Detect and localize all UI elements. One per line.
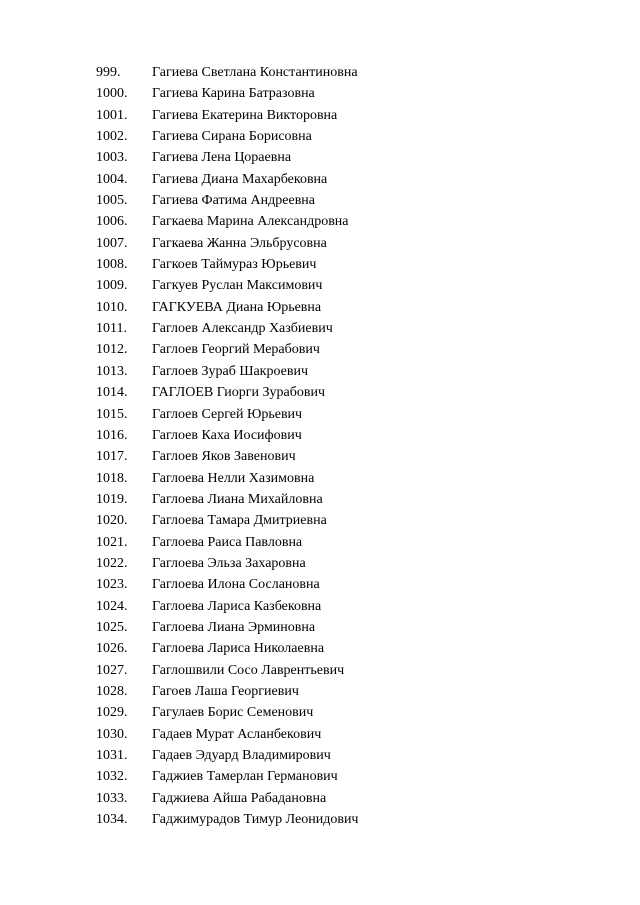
entry-number: 1021. <box>96 534 128 550</box>
entry-number: 1023. <box>96 577 128 593</box>
list-item <box>96 617 358 638</box>
entry-full-name: Гаглоева Тамара Дмитриевна <box>152 513 327 529</box>
entry-number: 1013. <box>96 363 128 379</box>
list-item <box>96 574 358 595</box>
entry-full-name: Гаглоева Лариса Казбековна <box>152 598 322 614</box>
entry-full-name: Гагкоев Таймураз Юрьевич <box>152 257 317 273</box>
entry-full-name: Гаглоев Зураб Шакроевич <box>152 363 308 379</box>
entry-full-name: Гаджиева Айша Рабадановна <box>152 790 327 806</box>
list-item <box>96 766 358 787</box>
entry-full-name: Гагкаева Жанна Эльбрусовна <box>152 235 327 251</box>
list-item <box>96 361 358 382</box>
entry-number: 1011. <box>96 321 127 337</box>
entry-number: 1028. <box>96 683 128 699</box>
entry-full-name: Гаглоева Эльза Захаровна <box>152 555 306 571</box>
entry-full-name: Гагиева Лена Цораевна <box>152 150 292 166</box>
entry-number: 1006. <box>96 214 128 230</box>
entry-full-name: Гагиева Карина Батразовна <box>152 86 315 102</box>
entry-number: 1008. <box>96 257 128 273</box>
entry-number: 1026. <box>96 641 128 657</box>
entry-full-name: Гаджиев Тамерлан Германович <box>152 769 338 785</box>
entry-full-name: ГАГКУЕВА Диана Юрьевна <box>152 299 322 315</box>
entry-number: 1014. <box>96 385 128 401</box>
entry-full-name: Гагкуев Руслан Максимович <box>152 278 323 294</box>
list-item <box>96 105 358 126</box>
list-item <box>96 681 358 702</box>
list-item <box>96 297 358 318</box>
list-item <box>96 724 358 745</box>
entry-number: 1002. <box>96 129 128 145</box>
entry-full-name: Гаглоева Раиса Павловна <box>152 534 303 550</box>
entry-number: 1009. <box>96 278 128 294</box>
entry-number: 1025. <box>96 619 128 635</box>
entry-number: 1033. <box>96 790 128 806</box>
entry-number: 1004. <box>96 171 128 187</box>
entry-full-name: Гаглоева Лиана Михайловна <box>152 491 323 507</box>
entry-number: 1032. <box>96 769 128 785</box>
entry-full-name: Гагиева Светлана Константиновна <box>152 65 358 80</box>
entry-number: 1007. <box>96 235 128 251</box>
entry-number: 999. <box>96 65 121 80</box>
list-item <box>96 425 358 446</box>
entry-number: 1012. <box>96 342 128 358</box>
entry-full-name: Гаглоева Лиана Эрминовна <box>152 619 316 635</box>
entry-full-name: Гаглоев Каха Иосифович <box>152 427 302 443</box>
entry-full-name: Гадаев Эдуард Владимирович <box>152 748 331 763</box>
entry-number: 1005. <box>96 193 128 209</box>
list-item <box>96 788 358 809</box>
name-list <box>96 62 358 830</box>
entry-number: 1029. <box>96 705 128 721</box>
list-item <box>96 339 358 360</box>
list-item <box>96 446 358 467</box>
entry-number: 1003. <box>96 150 128 166</box>
list-item <box>96 169 358 190</box>
entry-number: 1000. <box>96 86 128 102</box>
list-item <box>96 660 358 681</box>
entry-number: 1030. <box>96 726 128 742</box>
entry-full-name: Гаглоева Лариса Николаевна <box>152 641 325 657</box>
entry-full-name: Гаглоев Александр Хазбиевич <box>152 321 333 337</box>
list-item <box>96 638 358 659</box>
entry-full-name: Гагиева Диана Махарбековна <box>152 171 328 187</box>
entry-full-name: Гагиева Сирана Борисовна <box>152 129 312 145</box>
entry-full-name: Гагиева Екатерина Викторовна <box>152 107 338 123</box>
entry-number: 1027. <box>96 662 128 678</box>
entry-full-name: Гагулаев Борис Семенович <box>152 705 314 721</box>
list-item <box>96 382 358 403</box>
list-item <box>96 532 358 553</box>
list-item <box>96 83 358 104</box>
entry-full-name: Гаглоев Яков Завенович <box>152 449 296 465</box>
list-item <box>96 190 358 211</box>
entry-number: 1010. <box>96 299 128 315</box>
entry-number: 1024. <box>96 598 128 614</box>
entry-full-name: Гагиева Фатима Андреевна <box>152 193 316 209</box>
entry-full-name: Гагоев Лаша Георгиевич <box>152 683 299 699</box>
entry-number: 1031. <box>96 748 128 763</box>
entry-number: 1016. <box>96 427 128 443</box>
list-item <box>96 318 358 339</box>
entry-full-name: Гаглоев Сергей Юрьевич <box>152 406 303 422</box>
list-item <box>96 233 358 254</box>
entry-full-name: Гагкаева Марина Александровна <box>152 214 349 230</box>
entry-number: 1020. <box>96 513 128 529</box>
list-item <box>96 553 358 574</box>
entry-number: 1018. <box>96 470 128 486</box>
list-item <box>96 809 358 830</box>
list-item <box>96 62 358 83</box>
entry-full-name: Гаглоев Георгий Мерабович <box>152 342 320 358</box>
entry-number: 1022. <box>96 555 128 571</box>
entry-number: 1019. <box>96 491 128 507</box>
list-item <box>96 147 358 168</box>
list-item <box>96 745 358 766</box>
entry-full-name: Гаглоева Нелли Хазимовна <box>152 470 315 486</box>
entry-full-name: ГАГЛОЕВ Гиорги Зурабович <box>152 385 325 401</box>
list-item <box>96 211 358 232</box>
list-item <box>96 596 358 617</box>
list-item <box>96 510 358 531</box>
entry-number: 1001. <box>96 107 128 123</box>
list-item <box>96 275 358 296</box>
list-item <box>96 468 358 489</box>
entry-full-name: Гадаев Мурат Асланбекович <box>152 726 322 742</box>
entry-full-name: Гаджимурадов Тимур Леонидович <box>152 812 359 828</box>
entry-number: 1017. <box>96 449 128 465</box>
list-item <box>96 254 358 275</box>
entry-number: 1034. <box>96 812 128 828</box>
entry-full-name: Гаглоева Илона Сослановна <box>152 577 320 593</box>
list-item <box>96 126 358 147</box>
list-item <box>96 702 358 723</box>
entry-number: 1015. <box>96 406 128 422</box>
entry-full-name: Гаглошвили Сосо Лаврентьевич <box>152 662 345 678</box>
list-item <box>96 489 358 510</box>
list-item <box>96 404 358 425</box>
